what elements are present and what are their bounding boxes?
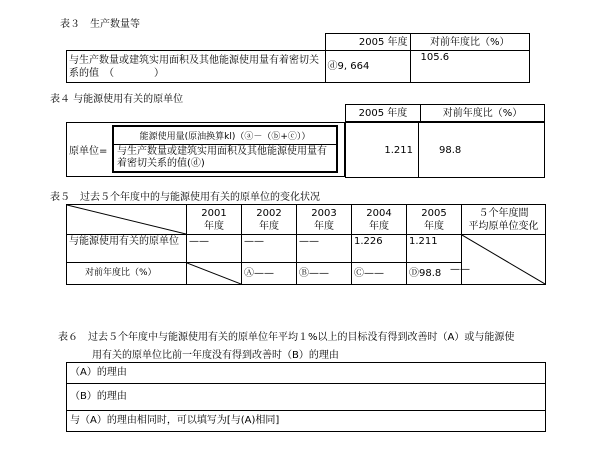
table5-row1-2005: 1.211	[407, 235, 462, 263]
table4-fraction-box	[112, 125, 338, 173]
table5-row2-2005: Ⓓ98.8	[407, 263, 462, 285]
table5-avg-ratio: ——	[450, 264, 470, 275]
table6-reason-b	[66, 383, 546, 411]
table4-header	[345, 104, 545, 122]
table4-ratio: 98.8	[419, 123, 545, 178]
table5-row1-label: 与能源使用有关的原单位	[67, 235, 187, 263]
table5-year-2005: 2005 年度	[407, 205, 462, 235]
table5-row2-2002: Ⓐ——	[242, 263, 297, 285]
table5-row2-2001	[187, 263, 242, 285]
table3-row-label: 与生产数量或建筑实用面积及其他能源使用量有着密切关系的值 （ ）	[67, 51, 326, 83]
table4-head-ratio: 对前年度比（%）	[421, 105, 545, 122]
table5-row1-2004: 1.226	[352, 235, 407, 263]
table5-avg-head: ５个年度間 平均原单位变化	[462, 205, 546, 235]
table4-head-year: 2005 年度	[346, 105, 421, 122]
table5-row2-label: 对前年度比（%）	[67, 263, 187, 285]
table3	[66, 33, 530, 83]
table5-year-2003: 2003 年度	[297, 205, 352, 235]
table5-row1-2003: ——	[297, 235, 352, 263]
table6-note-text: 与（A）的理由相同时，可以填写为[与(A)相同]	[70, 415, 280, 426]
table3-corner	[67, 34, 326, 51]
table4-label: 原单位=	[69, 146, 108, 157]
table6-reason-a	[66, 362, 546, 384]
table5	[66, 204, 546, 285]
table3-head-year: 2005 年度	[325, 34, 410, 51]
table5-row2-2003: Ⓑ——	[297, 263, 352, 285]
table4-value: 1.211	[346, 123, 419, 178]
table6-note	[66, 410, 546, 432]
table5-row1-2002: ——	[242, 235, 297, 263]
table5-year-2002: 2002 年度	[242, 205, 297, 235]
table5-caption: 表５ 过去５个年度中的与能源使用有关的原单位的变化状况	[50, 192, 320, 203]
table5-year-2004: 2004 年度	[352, 205, 407, 235]
table5-corner	[67, 205, 187, 235]
table4-numerator: 能源使用量(原油换算kl)（ⓐ－（ⓑ+ⓒ））	[139, 132, 311, 142]
table5-avg-cell	[462, 235, 546, 285]
table4-caption: 表４ 与能源使用有关的原单位	[50, 94, 184, 105]
table4-denominator: 与生产数量或建筑实用面积及其他能源使用量有着密切关系的值(ⓓ)	[117, 146, 327, 169]
table4-fraction-line	[114, 144, 336, 145]
table6-reason-b-label: （B）的理由	[70, 391, 127, 402]
table3-head-ratio: 对前年度比（%）	[410, 34, 530, 51]
table4-values	[345, 122, 545, 178]
table5-year-2001: 2001 年度	[187, 205, 242, 235]
table3-caption: 表３ 生产数量等	[60, 19, 140, 30]
table6-reason-a-label: （A）的理由	[70, 367, 127, 378]
table6-caption-line2: 用有关的原单位比前一年度没有得到改善时（B）的理由	[92, 350, 339, 361]
table5-row1-2001: ——	[187, 235, 242, 263]
table3-row-ratio: 105.6	[410, 51, 530, 83]
table5-row2-2004: Ⓒ——	[352, 263, 407, 285]
table6-caption-line1: 表６ 过去５个年度中与能源使用有关的原单位年平均１%以上的目标没有得到改善时（A）或与能源使	[58, 332, 515, 343]
table4-formula-cell	[66, 122, 345, 177]
table3-row-value: ⓓ9, 664	[325, 51, 410, 83]
